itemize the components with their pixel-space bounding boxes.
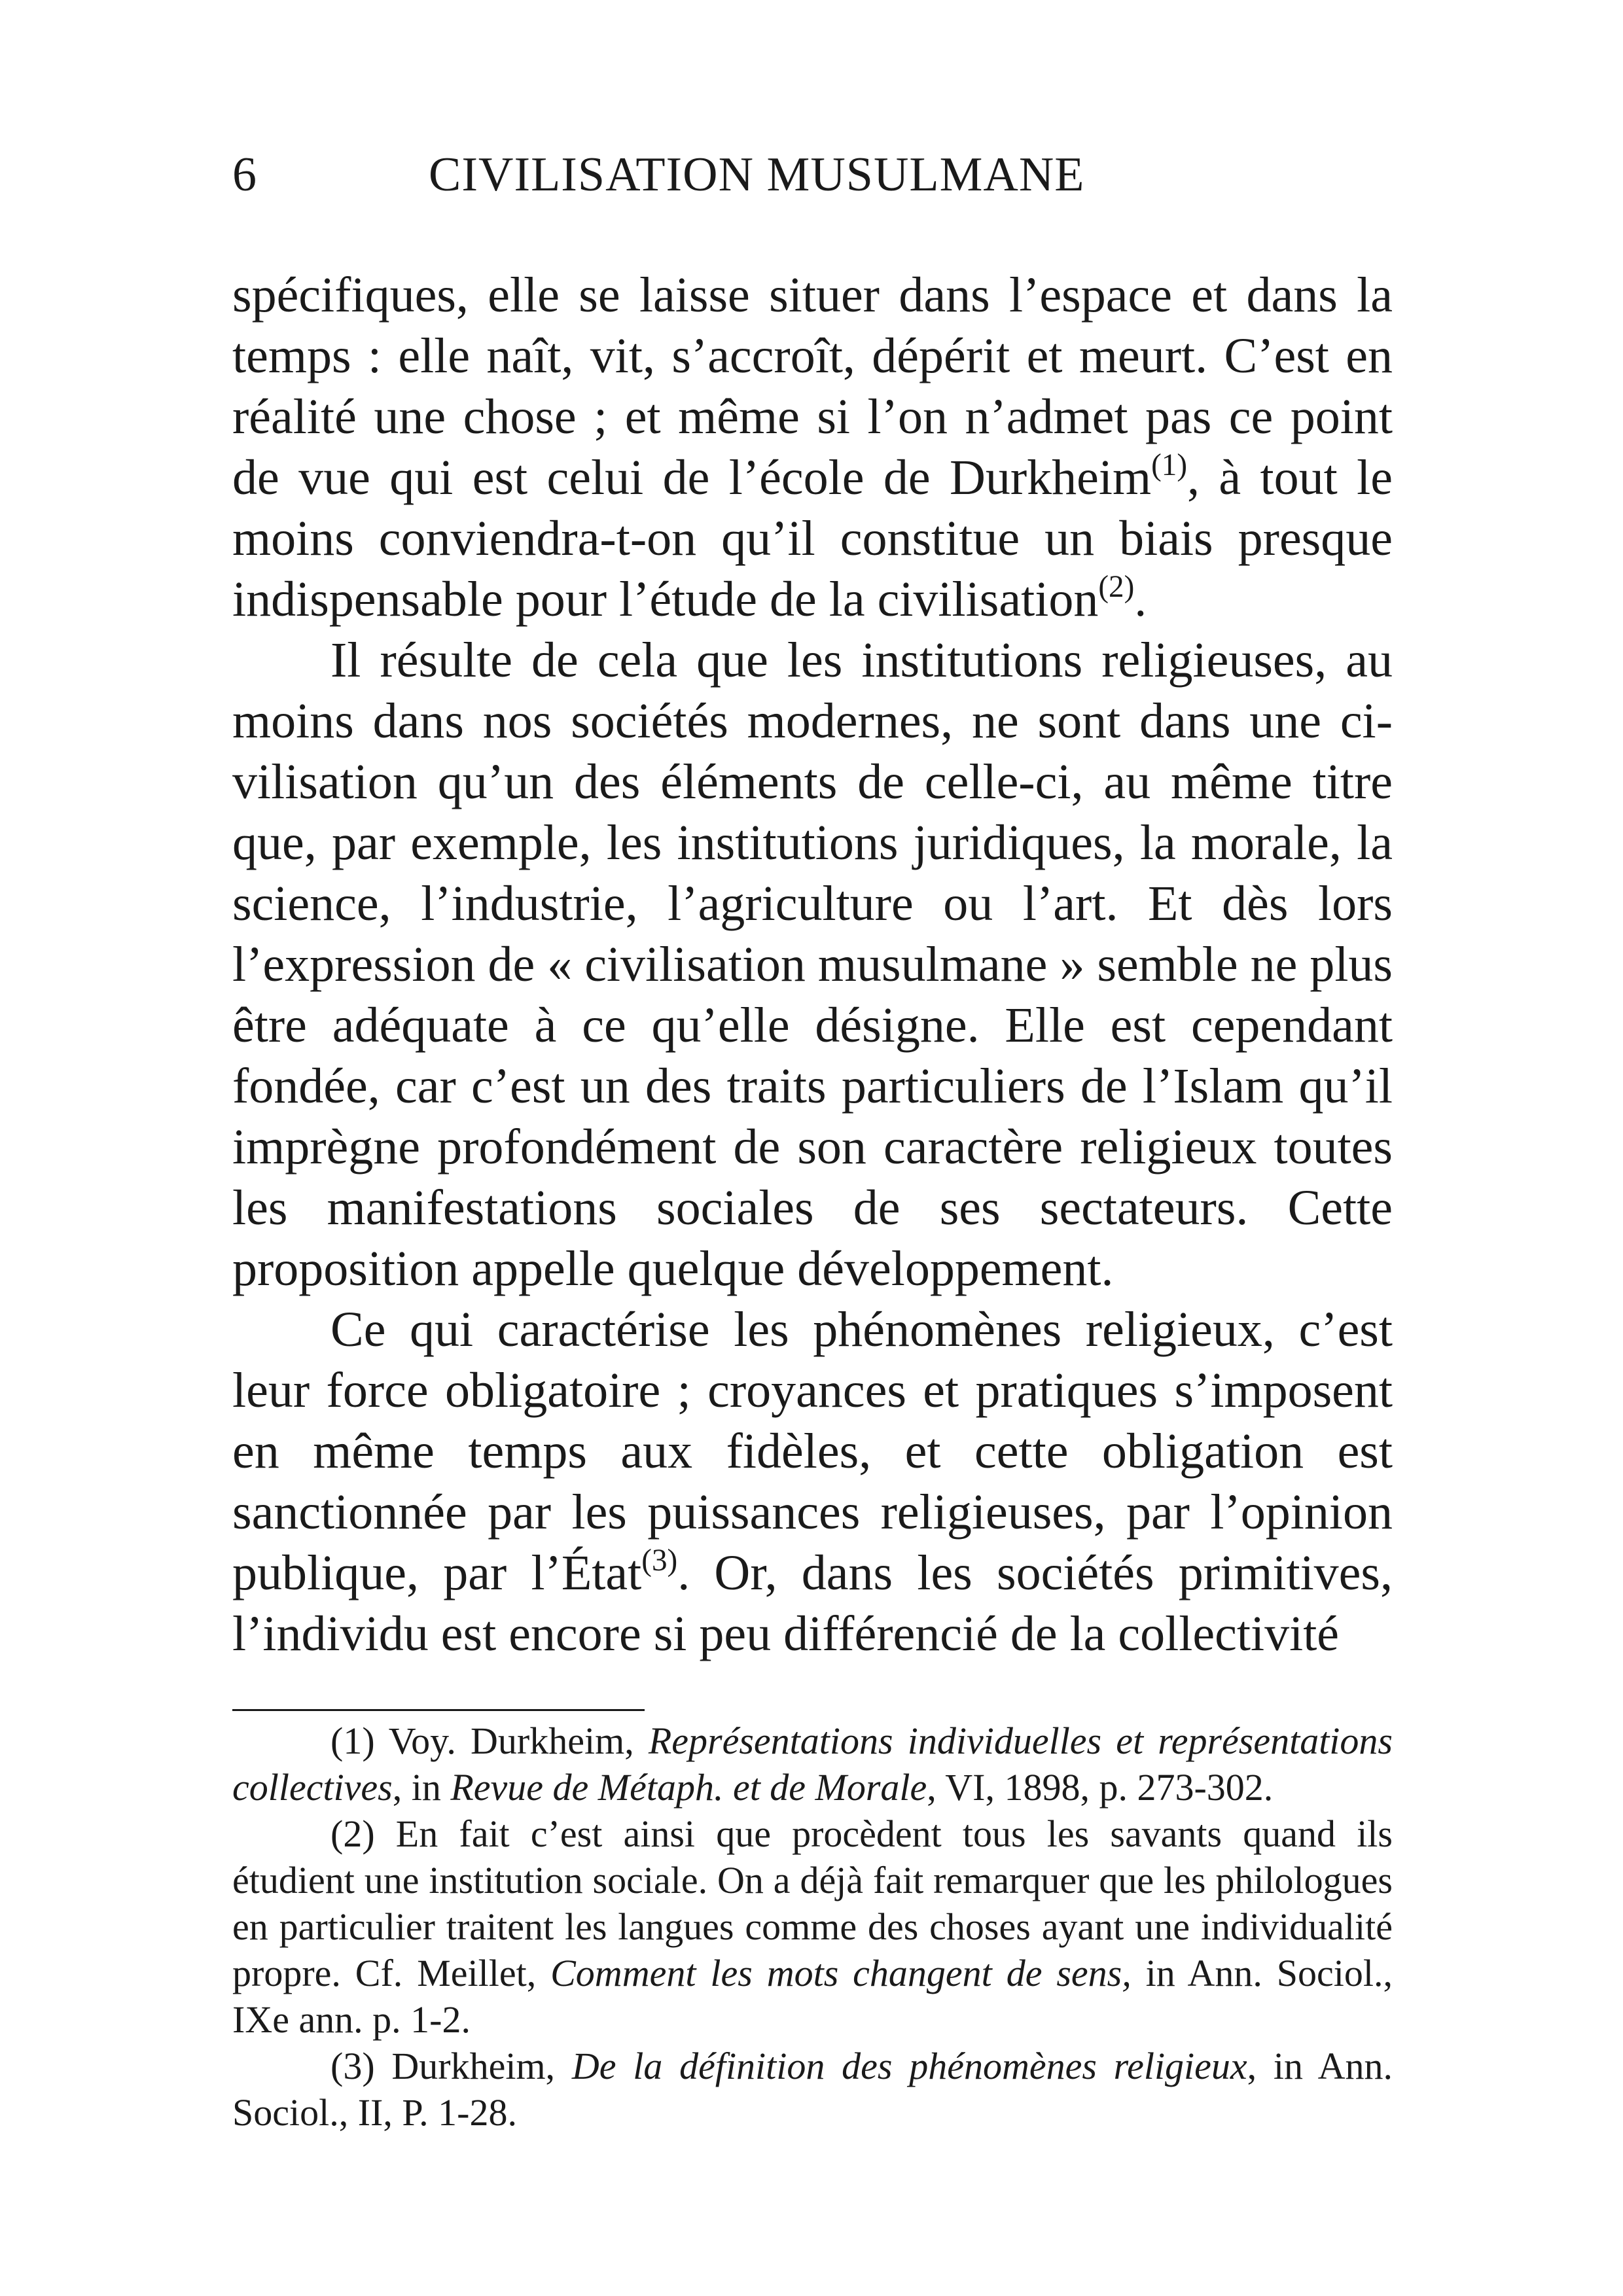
running-title: CIVILISATION MUSULMANE <box>429 148 1085 202</box>
footnote-1 <box>232 1718 1393 1810</box>
paragraph-2: Il résulte de cela que les institutions religieuses, au moins dans nos sociétés modernes, ne sont dans une civilisation qu’un des éléments de celle-ci, au même titre que, par exemple, les institutions juridiques, la morale, la science, l’industrie, l’agriculture ou l’art. Et dès lors l’expression de « civilisation musulmane » semble ne plus être adéquate à ce qu’elle désigne. Elle est cependant fondée, car c’est un des traits particuliers de l’Islam qu’il imprègne profondément de son caractère religieux toutes les manifestations sociales de ses sectateurs. Cette proposition appelle quelque développement. <box>232 633 1393 1296</box>
footnote-ref-3: (3) <box>641 1543 678 1578</box>
paragraph-1-text-a: spécifiques, elle se laisse situer dans l’espace et dans la temps : elle naît, vit, s’accroît, dépérit et meurt. C’est en réalité une chose ; et même si l’on n’admet pas ce point de vue qui est celui de l’école de Durkheim <box>232 268 1393 505</box>
footnote-2-title: Comment les mots changent de sens, <box>550 1952 1132 1994</box>
footnote-1-title: Représentations individuelles et représentations collectives <box>232 1720 1393 1809</box>
paragraph-3-text-a: Ce qui caractérise les phénomènes religieux, c’est leur force obligatoire ; croyances et pratiques s’imposent en même temps aux fidèles, et cette obligation est sanctionnée par les puissances religieuses, par l’opinion publique, par l’État <box>232 1302 1393 1600</box>
footnote-1-journal: Revue de Métaph. et de Morale <box>450 1766 927 1809</box>
paragraph-1 <box>232 265 1393 630</box>
book-page <box>232 0 1393 2296</box>
footnote-1-text-a: (1) Voy. Durkheim, <box>330 1720 649 1762</box>
main-text <box>232 265 1393 1665</box>
paragraph-1-text-b: , à tout le moins conviendra-t-on qu’il constitue un biais presque indispensable pour l’étude de la civilisation <box>232 450 1393 627</box>
paragraph-3-text-b: . Or, dans les sociétés primitives, l’individu est encore si peu différencié de la collectivité <box>232 1545 1393 1661</box>
footnote-1-text-c: , VI, 1898, p. 273-302. <box>927 1766 1274 1809</box>
footnote-2-text-a: (2) En fait c’est ainsi que procèdent tous les savants quand ils étudient une institution sociale. On a déjà fait remarquer que les philologues en particulier traitent les langues comme des choses ayant une individualité propre. Cf. Meillet, <box>232 1812 1393 1994</box>
footnote-3-text-b: , in Ann. Sociol., II, P. 1-28. <box>232 2045 1393 2134</box>
footnote-2 <box>232 1810 1393 2043</box>
footnote-ref-1: (1) <box>1151 448 1188 482</box>
footnote-ref-2: (2) <box>1098 569 1135 604</box>
paragraph-3 <box>232 1299 1393 1665</box>
footnote-3-text-a: (3) Durkheim, <box>330 2045 572 2087</box>
paragraph-1-text-c: . <box>1134 572 1147 627</box>
footnote-3-title: De la définition des phénomènes religieux <box>571 2045 1247 2087</box>
page-number: 6 <box>232 148 257 202</box>
footnote-separator <box>232 1709 645 1711</box>
footnotes <box>232 1718 1393 2136</box>
footnote-3 <box>232 2043 1393 2136</box>
page-header <box>232 145 1393 204</box>
footnote-1-text-b: , in <box>392 1766 451 1809</box>
footnote-2-text-b: in Ann. Sociol., IXe ann. p. 1-2. <box>232 1952 1393 2041</box>
